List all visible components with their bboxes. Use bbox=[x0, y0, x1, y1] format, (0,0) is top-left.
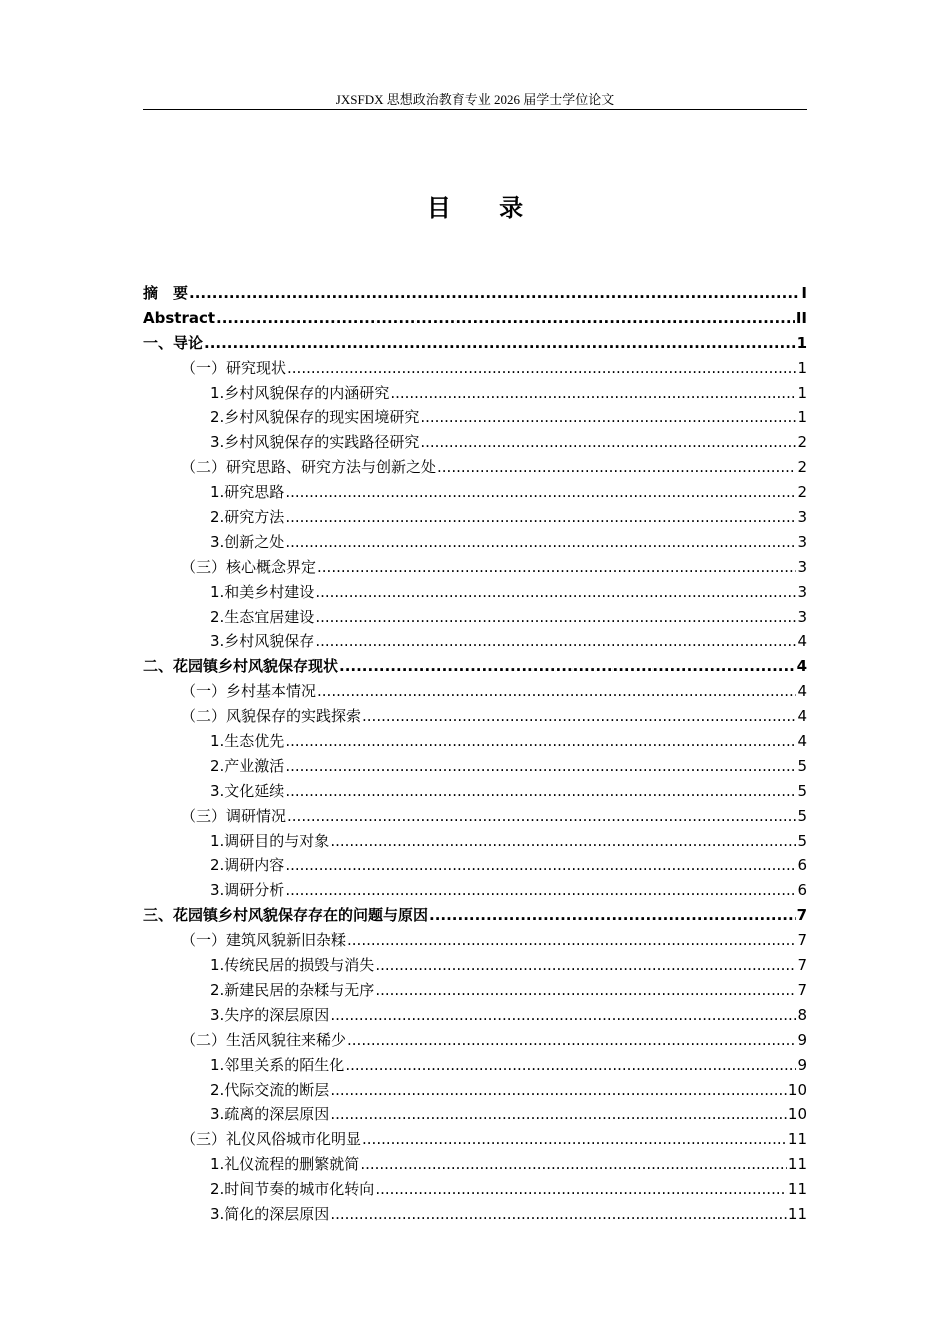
toc-entry[interactable] bbox=[143, 1028, 807, 1053]
toc-entry-title: 2.研究方法 bbox=[210, 508, 285, 527]
toc-entry[interactable] bbox=[143, 356, 807, 381]
toc-entry-title: 2.生态宜居建设 bbox=[210, 607, 315, 626]
toc-entry-title: 3.乡村风貌保存 bbox=[210, 632, 315, 651]
toc-entry-title: 1.邻里关系的陌生化 bbox=[210, 1055, 345, 1074]
toc-page-number: 7 bbox=[797, 956, 807, 975]
toc-entry[interactable] bbox=[143, 878, 807, 903]
toc-entry[interactable] bbox=[143, 331, 807, 356]
toc-entry[interactable] bbox=[143, 480, 807, 505]
toc-page-number: 3 bbox=[797, 582, 807, 601]
toc-dot-leader bbox=[285, 754, 796, 779]
toc-page-number: 1 bbox=[797, 383, 807, 402]
toc-entry-title: 3.乡村风貌保存的实践路径研究 bbox=[210, 433, 420, 452]
toc-page-number: 6 bbox=[797, 881, 807, 900]
toc-entry-title: 2.调研内容 bbox=[210, 856, 285, 875]
toc-page-number: 5 bbox=[797, 831, 807, 850]
toc-dot-leader bbox=[189, 281, 800, 306]
toc-page-number: 3 bbox=[797, 532, 807, 551]
toc-page-number: 5 bbox=[797, 806, 807, 825]
toc-page-number: 1 bbox=[797, 358, 807, 377]
toc-page-number: 11 bbox=[787, 1155, 807, 1174]
toc-entry[interactable] bbox=[143, 1177, 807, 1202]
toc-entry-title: （一）建筑风貌新旧杂糅 bbox=[181, 931, 347, 950]
header-rule bbox=[143, 109, 807, 110]
toc-page-number: 5 bbox=[797, 781, 807, 800]
toc-page-number: 10 bbox=[787, 1080, 807, 1099]
toc-entry[interactable] bbox=[143, 978, 807, 1003]
toc-entry[interactable] bbox=[143, 629, 807, 654]
running-header: JXSFDX 思想政治教育专业 2026 届学士学位论文 bbox=[335, 92, 615, 107]
toc-entry[interactable] bbox=[143, 381, 807, 406]
toc-dot-leader bbox=[315, 605, 796, 630]
toc-entry-title: 1.乡村风貌保存的内涵研究 bbox=[210, 383, 390, 402]
toc-page-number: 1 bbox=[797, 408, 807, 427]
toc-entry-title: （二）风貌保存的实践探索 bbox=[181, 707, 362, 726]
toc-page-number: 7 bbox=[797, 980, 807, 999]
toc-page-number: 5 bbox=[797, 756, 807, 775]
toc-entry[interactable] bbox=[143, 704, 807, 729]
toc-dot-leader bbox=[429, 903, 796, 928]
toc-dot-leader bbox=[375, 1177, 787, 1202]
toc-dot-leader bbox=[375, 953, 796, 978]
toc-entry-title: 3.失序的深层原因 bbox=[210, 1005, 330, 1024]
toc-dot-leader bbox=[437, 455, 796, 480]
toc-dot-leader bbox=[420, 430, 796, 455]
toc-dot-leader bbox=[362, 704, 796, 729]
toc-dot-leader bbox=[317, 679, 796, 704]
toc-entry[interactable] bbox=[143, 953, 807, 978]
toc-page-number: 4 bbox=[797, 732, 807, 751]
toc-dot-leader bbox=[317, 555, 796, 580]
toc-page-number: 2 bbox=[797, 433, 807, 452]
toc-page-number: 9 bbox=[797, 1030, 807, 1049]
toc-entry-title: （三）礼仪风俗城市化明显 bbox=[181, 1130, 362, 1149]
toc-entry[interactable] bbox=[143, 829, 807, 854]
toc-entry[interactable] bbox=[143, 928, 807, 953]
toc-dot-leader bbox=[285, 878, 796, 903]
toc-page-number: 6 bbox=[797, 856, 807, 875]
toc-page-number: 2 bbox=[797, 458, 807, 477]
toc-entry-title: 1.调研目的与对象 bbox=[210, 831, 330, 850]
toc-entry-title: 1.传统民居的损毁与消失 bbox=[210, 956, 375, 975]
toc-dot-leader bbox=[285, 729, 796, 754]
toc-entry[interactable] bbox=[143, 605, 807, 630]
toc-entry[interactable] bbox=[143, 853, 807, 878]
toc-page-number: 4 bbox=[797, 707, 807, 726]
toc-page-number: 4 bbox=[797, 682, 807, 701]
toc-page-number: 11 bbox=[787, 1180, 807, 1199]
toc-dot-leader bbox=[216, 306, 795, 331]
toc-entry[interactable] bbox=[143, 679, 807, 704]
toc-dot-leader bbox=[345, 1053, 796, 1078]
toc-page-number: 7 bbox=[797, 931, 807, 950]
toc-page-number: 3 bbox=[797, 557, 807, 576]
toc-entry[interactable] bbox=[143, 1127, 807, 1152]
toc-entry-title: 1.生态优先 bbox=[210, 732, 285, 751]
toc-dot-leader bbox=[285, 505, 796, 530]
toc-dot-leader bbox=[287, 804, 796, 829]
toc-entry[interactable] bbox=[143, 455, 807, 480]
toc-entry-title: 2.乡村风貌保存的现实困境研究 bbox=[210, 408, 420, 427]
toc-entry[interactable] bbox=[143, 580, 807, 605]
toc-entry[interactable] bbox=[143, 530, 807, 555]
toc-entry-title: 2.代际交流的断层 bbox=[210, 1080, 330, 1099]
toc-dot-leader bbox=[315, 580, 796, 605]
toc-dot-leader bbox=[339, 654, 796, 679]
toc-dot-leader bbox=[420, 405, 796, 430]
toc-entry-title: 1.礼仪流程的删繁就简 bbox=[210, 1155, 360, 1174]
toc-page-number: I bbox=[801, 284, 807, 302]
toc-entry-title: 2.新建民居的杂糅与无序 bbox=[210, 980, 375, 999]
toc-entry-title: 摘 要 bbox=[143, 284, 189, 302]
toc-entry[interactable] bbox=[143, 654, 807, 679]
toc-entry[interactable] bbox=[143, 505, 807, 530]
toc-entry[interactable] bbox=[143, 804, 807, 829]
toc-dot-leader bbox=[330, 1102, 787, 1127]
toc-page-number: 3 bbox=[797, 607, 807, 626]
toc-dot-leader bbox=[330, 1003, 796, 1028]
toc-dot-leader bbox=[285, 779, 796, 804]
toc-page-number: 1 bbox=[796, 333, 807, 352]
toc-entry[interactable] bbox=[143, 1003, 807, 1028]
toc-entry-title: 2.产业激活 bbox=[210, 756, 285, 775]
toc-entry-title: 一、导论 bbox=[143, 333, 204, 352]
toc-entry-title: （二）生活风貌往来稀少 bbox=[181, 1030, 347, 1049]
toc-dot-leader bbox=[330, 1078, 787, 1103]
toc-entry-title: 3.调研分析 bbox=[210, 881, 285, 900]
toc-dot-leader bbox=[347, 928, 796, 953]
toc-page-number: 2 bbox=[797, 483, 807, 502]
toc-entry[interactable] bbox=[143, 306, 807, 331]
toc-entry[interactable] bbox=[143, 1152, 807, 1177]
toc-dot-leader bbox=[330, 1202, 787, 1227]
toc-entry[interactable] bbox=[143, 754, 807, 779]
toc-entry[interactable] bbox=[143, 779, 807, 804]
toc-entry[interactable] bbox=[143, 1202, 807, 1227]
toc-entry[interactable] bbox=[143, 729, 807, 754]
toc-page-number: 3 bbox=[797, 508, 807, 527]
toc-dot-leader bbox=[330, 829, 796, 854]
toc-page-number: 9 bbox=[797, 1055, 807, 1074]
toc-dot-leader bbox=[315, 629, 796, 654]
toc-page-number: 7 bbox=[796, 906, 807, 925]
toc-page-number: II bbox=[795, 308, 807, 327]
toc-entry-title: 二、花园镇乡村风貌保存现状 bbox=[143, 657, 339, 676]
page-title: 目 录 bbox=[426, 194, 544, 222]
toc-dot-leader bbox=[375, 978, 796, 1003]
toc-dot-leader bbox=[285, 530, 796, 555]
toc-entry-title: 3.简化的深层原因 bbox=[210, 1204, 330, 1223]
toc-entry-title: （三）调研情况 bbox=[181, 806, 287, 825]
toc-entry-title: 2.时间节奏的城市化转向 bbox=[210, 1180, 375, 1199]
toc-entry-title: （一）乡村基本情况 bbox=[181, 682, 317, 701]
toc-entry-title: Abstract bbox=[143, 308, 216, 327]
toc-dot-leader bbox=[285, 480, 796, 505]
toc-entry[interactable] bbox=[143, 1078, 807, 1103]
toc-dot-leader bbox=[285, 853, 796, 878]
toc-dot-leader bbox=[347, 1028, 796, 1053]
toc-entry-title: 3.疏离的深层原因 bbox=[210, 1105, 330, 1124]
toc-dot-leader bbox=[287, 356, 796, 381]
toc-dot-leader bbox=[390, 381, 796, 406]
toc-entry[interactable] bbox=[143, 430, 807, 455]
toc-entry-title: 三、花园镇乡村风貌保存存在的问题与原因 bbox=[143, 906, 429, 925]
toc-entry[interactable] bbox=[143, 1102, 807, 1127]
toc-entry[interactable] bbox=[143, 405, 807, 430]
toc-dot-leader bbox=[204, 331, 796, 356]
toc-page-number: 8 bbox=[797, 1005, 807, 1024]
toc-dot-leader bbox=[362, 1127, 787, 1152]
toc-entry-title: （一）研究现状 bbox=[181, 358, 287, 377]
toc-dot-leader bbox=[360, 1152, 787, 1177]
toc-entry[interactable] bbox=[143, 555, 807, 580]
toc-entry[interactable] bbox=[143, 281, 807, 306]
toc-page-number: 11 bbox=[787, 1204, 807, 1223]
toc-entry-title: 3.文化延续 bbox=[210, 781, 285, 800]
toc-entry-title: （二）研究思路、研究方法与创新之处 bbox=[181, 458, 437, 477]
toc-entry[interactable] bbox=[143, 1053, 807, 1078]
toc-page-number: 10 bbox=[787, 1105, 807, 1124]
toc-page-number: 11 bbox=[787, 1130, 807, 1149]
toc-entry[interactable] bbox=[143, 903, 807, 928]
toc-entry-title: （三）核心概念界定 bbox=[181, 557, 317, 576]
toc-entry-title: 3.创新之处 bbox=[210, 532, 285, 551]
toc-entry-title: 1.和美乡村建设 bbox=[210, 582, 315, 601]
toc-page-number: 4 bbox=[797, 632, 807, 651]
table-of-contents bbox=[143, 281, 807, 1227]
toc-page-number: 4 bbox=[796, 657, 807, 676]
toc-entry-title: 1.研究思路 bbox=[210, 483, 285, 502]
